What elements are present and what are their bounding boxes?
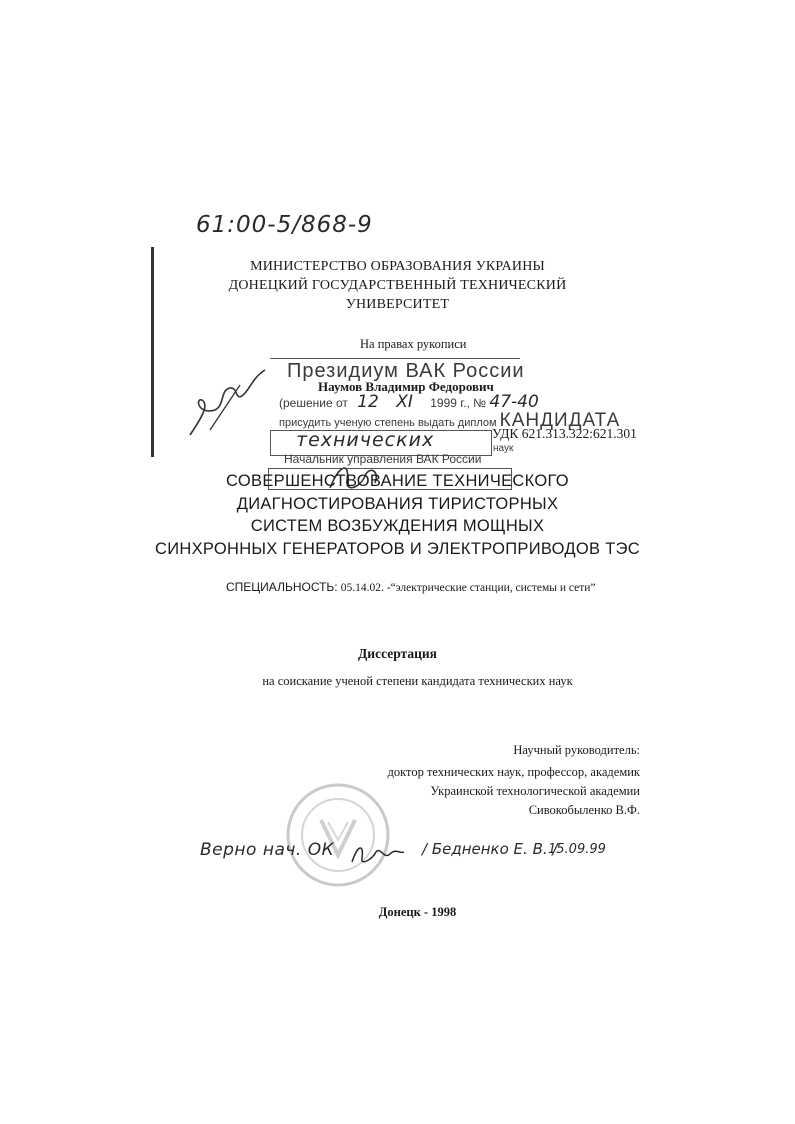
stamp-field: технических <box>296 429 435 451</box>
supervisor-name: Сивокобыленко В.Ф. <box>528 803 640 817</box>
archive-number: 61:00-5/868-9 <box>196 212 373 238</box>
certification-name: / Бедненко Е. В. / <box>422 840 558 858</box>
stamp-date-day: 12 <box>357 392 379 412</box>
title-line-3: СИСТЕМ ВОЗБУЖДЕНИЯ МОЩНЫХ <box>250 517 545 535</box>
udk-code: УДК 621.313.322:621.301 <box>492 426 637 441</box>
supervisor-line-2: Украинской технологической академии <box>430 784 640 798</box>
stamp-sciences: наук <box>493 443 514 454</box>
document-type: Диссертация <box>358 646 437 661</box>
specialty-value: 05.14.02. -“электрические станции, системы и сети” <box>340 582 596 594</box>
certification-date: 15.09.99 <box>548 842 606 857</box>
supervisor-line-1: доктор технических наук, профессор, академик <box>387 765 640 779</box>
stamp-line-2 <box>279 392 539 412</box>
title-line-1: СОВЕРШЕНСТВОВАНИЕ ТЕХНИЧЕСКОГО <box>226 472 569 490</box>
stamp-line-5: Начальник управления ВАК России <box>284 452 482 466</box>
supervisor-heading: Научный руководитель: <box>513 743 640 757</box>
place-year: Донецк - 1998 <box>378 905 457 919</box>
specialty-label: СПЕЦИАЛЬНОСТЬ: <box>226 580 338 594</box>
ministry-header <box>0 257 795 314</box>
ministry-line-2: ДОНЕЦКИЙ ГОСУДАРСТВЕННЫЙ ТЕХНИЧЕСКИЙ <box>228 278 567 293</box>
title-line-4: СИНХРОННЫХ ГЕНЕРАТОРОВ И ЭЛЕКТРОПРИВОДОВ ТЭС <box>155 539 640 558</box>
stamp-year: 1999 г., № <box>430 396 487 410</box>
ministry-line-3: УНИВЕРСИТЕТ <box>345 297 450 312</box>
certification-text: Верно нач. ОК <box>200 840 335 860</box>
signature-mark <box>180 360 280 450</box>
certification-signature <box>348 840 408 870</box>
author-name: Наумов Владимир Федорович <box>318 379 494 394</box>
manuscript-rights: На правах рукописи <box>360 337 467 351</box>
stamp-award-text: присудить ученую степень выдать диплом <box>279 417 497 429</box>
stamp-date-month: XI <box>396 392 413 412</box>
specialty <box>226 580 596 595</box>
degree-purpose: на соискание ученой степени кандидата технических наук <box>262 674 573 688</box>
stamp-decision-prefix: (решение от <box>279 396 348 410</box>
title-line-2: ДИАГНОСТИРОВАНИЯ ТИРИСТОРНЫХ <box>236 494 559 513</box>
dissertation-title <box>0 470 795 560</box>
stamp-degree: КАНДИДАТА <box>499 410 621 431</box>
ministry-line-1: МИНИСТЕРСТВО ОБРАЗОВАНИЯ УКРАИНЫ <box>250 259 545 274</box>
round-seal <box>283 780 393 890</box>
stamp-line-1: Президиум ВАК России <box>287 360 525 382</box>
stamp-number: 47-40 <box>489 392 539 412</box>
